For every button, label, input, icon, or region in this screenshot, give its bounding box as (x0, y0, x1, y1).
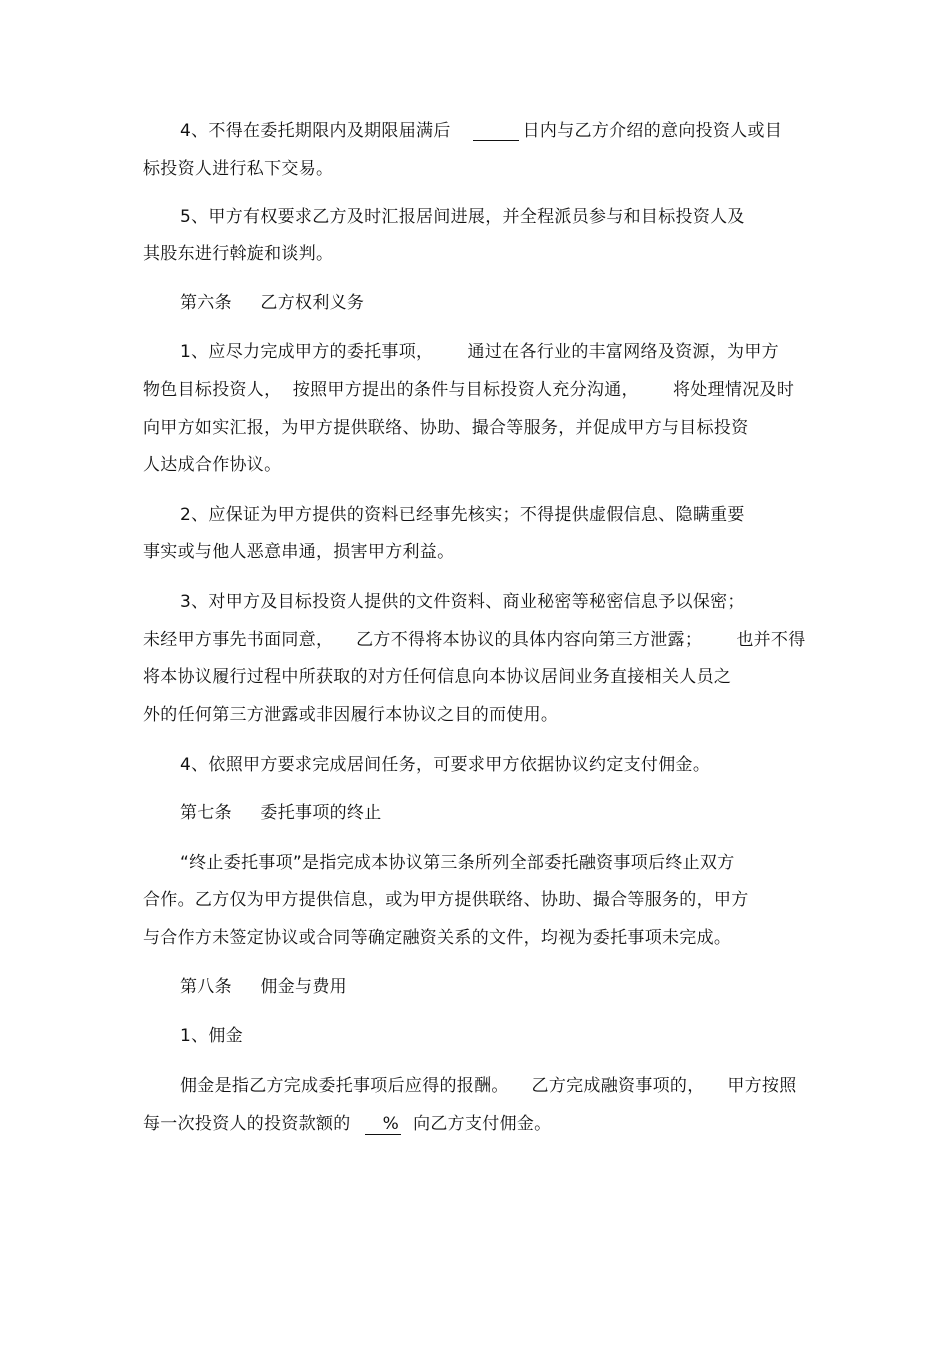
paragraph-line: 事实或与他人恶意串通，损害甲方利益。 (143, 542, 455, 562)
paragraph-line: 未经甲方事先书面同意， 乙方不得将本协议的具体内容向第三方泄露； 也并不得 (143, 630, 806, 650)
paragraph-line: 其股东进行斡旋和谈判。 (143, 244, 334, 264)
paragraph-line: 佣金是指乙方完成委托事项后应得的报酬。 乙方完成融资事项的， 甲方按照 (180, 1076, 797, 1096)
paragraph-line: 1、应尽力完成甲方的委托事项， 通过在各行业的丰富网络及资源，为甲方 (180, 342, 779, 362)
text-run: 向乙方支付佣金。 (413, 1114, 552, 1134)
paragraph-line: 向甲方如实汇报，为甲方提供联络、协助、撮合等服务，并促成甲方与目标投资 (143, 418, 749, 438)
percentage-blank: % (365, 1114, 401, 1135)
paragraph-line: 标投资人进行私下交易。 (143, 159, 334, 179)
paragraph-line: 物色目标投资人， 按照甲方提出的条件与目标投资人充分沟通， 将处理情况及时 (143, 380, 795, 400)
text-run: 日内与乙方介绍的意向投资人或目 (522, 121, 783, 141)
paragraph-line: 5、甲方有权要求乙方及时汇报居间进展，并全程派员参与和目标投资人及 (180, 207, 745, 227)
text-run: 每一次投资人的投资款额的 (143, 1114, 351, 1134)
paragraph-line (143, 1114, 551, 1135)
paragraph-line: 将本协议履行过程中所获取的对方任何信息向本协议居间业务直接相关人员之 (143, 667, 732, 687)
paragraph-line (180, 121, 782, 141)
paragraph-line: 1、佣金 (180, 1026, 244, 1046)
blank-field (473, 122, 519, 141)
paragraph-line: 4、依照甲方要求完成居间任务，可要求甲方依据协议约定支付佣金。 (180, 755, 711, 775)
paragraph-line: 合作。乙方仅为甲方提供信息，或为甲方提供联络、协助、撮合等服务的，甲方 (143, 890, 749, 910)
paragraph-line: 3、对甲方及目标投资人提供的文件资料、商业秘密等秘密信息予以保密； (180, 592, 745, 612)
paragraph-line: 人达成合作协议。 (143, 455, 282, 475)
paragraph-line: 外的任何第三方泄露或非因履行本协议之目的而使用。 (143, 705, 559, 725)
text-run: 4、不得在委托期限内及期限届满后 (180, 121, 451, 141)
paragraph-line: 与合作方未签定协议或合同等确定融资关系的文件，均视为委托事项未完成。 (143, 928, 732, 948)
paragraph-line: “终止委托事项”是指完成本协议第三条所列全部委托融资事项后终止双方 (180, 853, 735, 873)
paragraph-line: 2、应保证为甲方提供的资料已经事先核实；不得提供虚假信息、隐瞒重要 (180, 505, 745, 525)
section-heading: 第六条 乙方权利义务 (180, 293, 365, 313)
section-heading: 第七条 委托事项的终止 (180, 803, 382, 823)
section-heading: 第八条 佣金与费用 (180, 977, 347, 997)
